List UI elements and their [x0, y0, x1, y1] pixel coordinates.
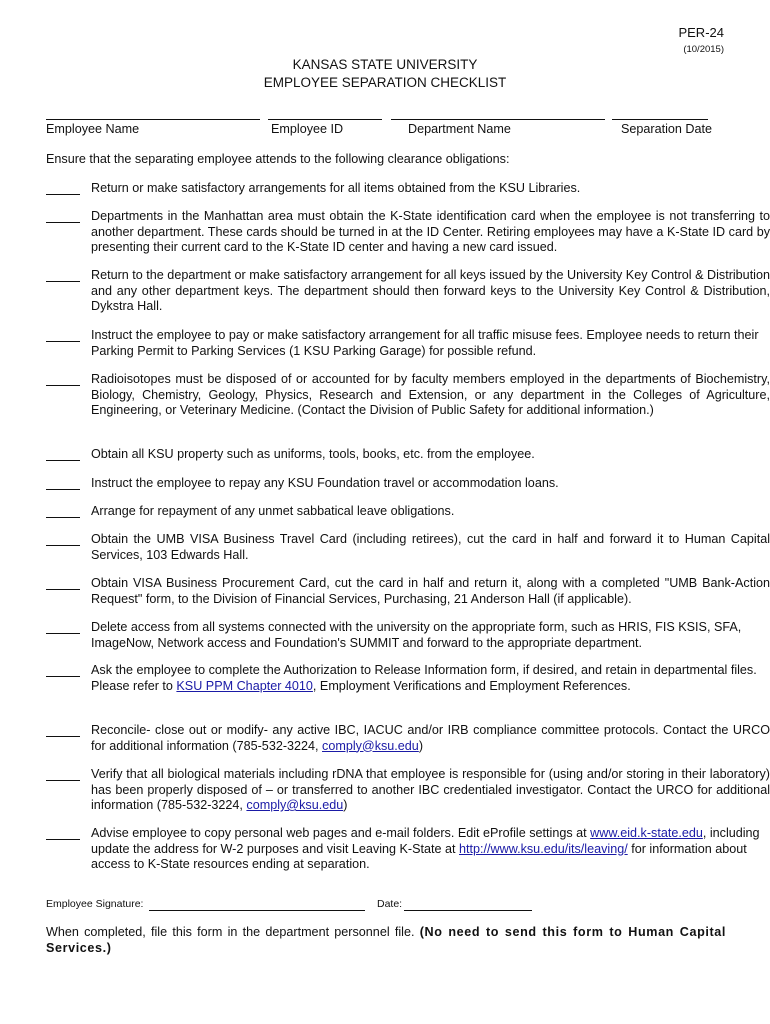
item-text — [91, 767, 770, 814]
item-text-part: ) — [418, 738, 424, 753]
item-text — [91, 826, 770, 873]
form-revision-date: (10/2015) — [683, 44, 724, 55]
item-text-part: for information about access to K-State resources ending at separation. — [91, 841, 747, 871]
comply-email-link[interactable]: comply@ksu.edu — [246, 798, 344, 812]
checkbox-line[interactable] — [46, 341, 80, 342]
item-text-part: ) — [343, 798, 348, 812]
checkbox-line[interactable] — [46, 545, 80, 546]
checkbox-line[interactable] — [46, 222, 80, 223]
form-id: PER-24 — [678, 25, 724, 40]
separation-date-line[interactable] — [612, 119, 708, 120]
employee-signature-label: Employee Signature: — [46, 898, 144, 910]
item-text-part: Ask the employee to complete the Authorization to Release Information form, if desired, and retain in departmental files. Please refer to — [91, 663, 757, 693]
eid-link[interactable]: www.eid.k-state.edu — [590, 826, 703, 840]
item-text: Obtain all KSU property such as uniforms, tools, books, etc. from the employee. — [91, 447, 535, 461]
intro-text: Ensure that the separating employee attends to the following clearance obligations: — [46, 152, 510, 166]
item-text-part: Reconcile- close out or modify- any active IBC, IACUC and/or IRB compliance committee protocols. Contact the URCO for additional information (785-532-3224, — [91, 723, 770, 753]
leaving-kstate-link[interactable]: http://www.ksu.edu/its/leaving/ — [459, 841, 628, 856]
checkbox-line[interactable] — [46, 517, 80, 518]
department-name-line[interactable] — [391, 119, 605, 120]
department-name-label: Department Name — [408, 122, 511, 136]
employee-id-line[interactable] — [268, 119, 382, 120]
item-text: Return to the department or make satisfactory arrangement for all keys issued by the University Key Control & Distribution and any other department keys. The department should then forward keys to the University Key Control & Distribution, Dykstra Hall. — [91, 268, 770, 313]
item-text: Return or make satisfactory arrangements for all items obtained from the KSU Libraries. — [91, 181, 581, 195]
item-text: Arrange for repayment of any unmet sabbatical leave obligations. — [91, 504, 455, 518]
separation-date-label: Separation Date — [621, 122, 713, 136]
item-text: Departments in the Manhattan area must obtain the K-State identification card when the employee is not transferring to another department. These cards should be turned in at the ID Center. Retiring employees may have a K-State ID card by presenting their current card to the K-State ID center and having a new card issued. — [91, 209, 770, 254]
date-label: Date: — [377, 898, 403, 910]
item-text-part: Advise employee to copy personal web pages and e-mail folders. Edit eProfile settings at — [91, 826, 591, 840]
footer-note — [46, 924, 726, 956]
employee-name-label: Employee Name — [46, 122, 140, 136]
item-text: Delete access from all systems connected with the university on the appropriate form, such as HRIS, FIS KSIS, SFA, ImageNow, Network access and Foundation's SUMMIT and forward to the appropriate department. — [91, 620, 742, 650]
checkbox-line[interactable] — [46, 589, 80, 590]
checkbox-line[interactable] — [46, 676, 80, 677]
checkbox-line[interactable] — [46, 780, 80, 781]
footer-text: When completed, file this form in the department personnel file. — [46, 925, 415, 939]
checkbox-line[interactable] — [46, 385, 80, 386]
employee-signature-line[interactable] — [149, 910, 365, 911]
item-text: Radioisotopes must be disposed of or accounted for by faculty members employed in the departments of Biochemistry, Biology, Chemistry, Geology, Physics, Research and Extension, or any department in the Colleges of Agriculture, Engineering, or Veterinary Medicine. (Contact the Division of Public Safety for additional information.) — [91, 372, 770, 417]
checkbox-line[interactable] — [46, 460, 80, 461]
item-text: Instruct the employee to pay or make satisfactory arrangement for all traffic misuse fees. Employee needs to return their Parking Permit to Parking Services (1 KSU Parking Garage) for possible refund. — [91, 328, 759, 358]
ppm-chapter-link[interactable]: KSU PPM Chapter 4010 — [176, 678, 313, 693]
employee-name-line[interactable] — [46, 119, 260, 120]
page-title: EMPLOYEE SEPARATION CHECKLIST — [263, 75, 507, 90]
date-line[interactable] — [404, 910, 532, 911]
item-text — [91, 663, 770, 694]
checkbox-line[interactable] — [46, 194, 80, 195]
university-name: KANSAS STATE UNIVERSITY — [292, 57, 478, 72]
checkbox-line[interactable] — [46, 633, 80, 634]
item-text-part: , Employment Verifications and Employment References. — [312, 678, 631, 693]
checkbox-line[interactable] — [46, 489, 80, 490]
item-text-part: , including update the address for W-2 purposes and visit Leaving K-State at — [91, 826, 760, 856]
employee-id-label: Employee ID — [271, 122, 344, 136]
checkbox-line[interactable] — [46, 839, 80, 840]
item-text: Obtain VISA Business Procurement Card, cut the card in half and return it, along with a completed "UMB Bank-Action Request" form, to the Division of Financial Services, Purchasing, 21 Anderson Hall (if applicable). — [91, 576, 770, 606]
footer-bold-note: (No need to send this form to Human Capital Services.) — [46, 925, 726, 955]
item-text — [91, 723, 770, 754]
item-text: Instruct the employee to repay any KSU Foundation travel or accommodation loans. — [91, 476, 559, 490]
checkbox-line[interactable] — [46, 736, 80, 737]
item-text: Obtain the UMB VISA Business Travel Card (including retirees), cut the card in half and forward it to Human Capital Services, 103 Edwards Hall. — [91, 532, 770, 562]
comply-email-link[interactable]: comply@ksu.edu — [322, 738, 419, 753]
checkbox-line[interactable] — [46, 281, 80, 282]
item-text-part: Verify that all biological materials including rDNA that employee is responsible for (using and/or storing in their laboratory) has been properly disposed of – or transferred to another IBC credentialed investigator. Contact the URCO for additional information (785-532-3224, — [91, 767, 770, 812]
